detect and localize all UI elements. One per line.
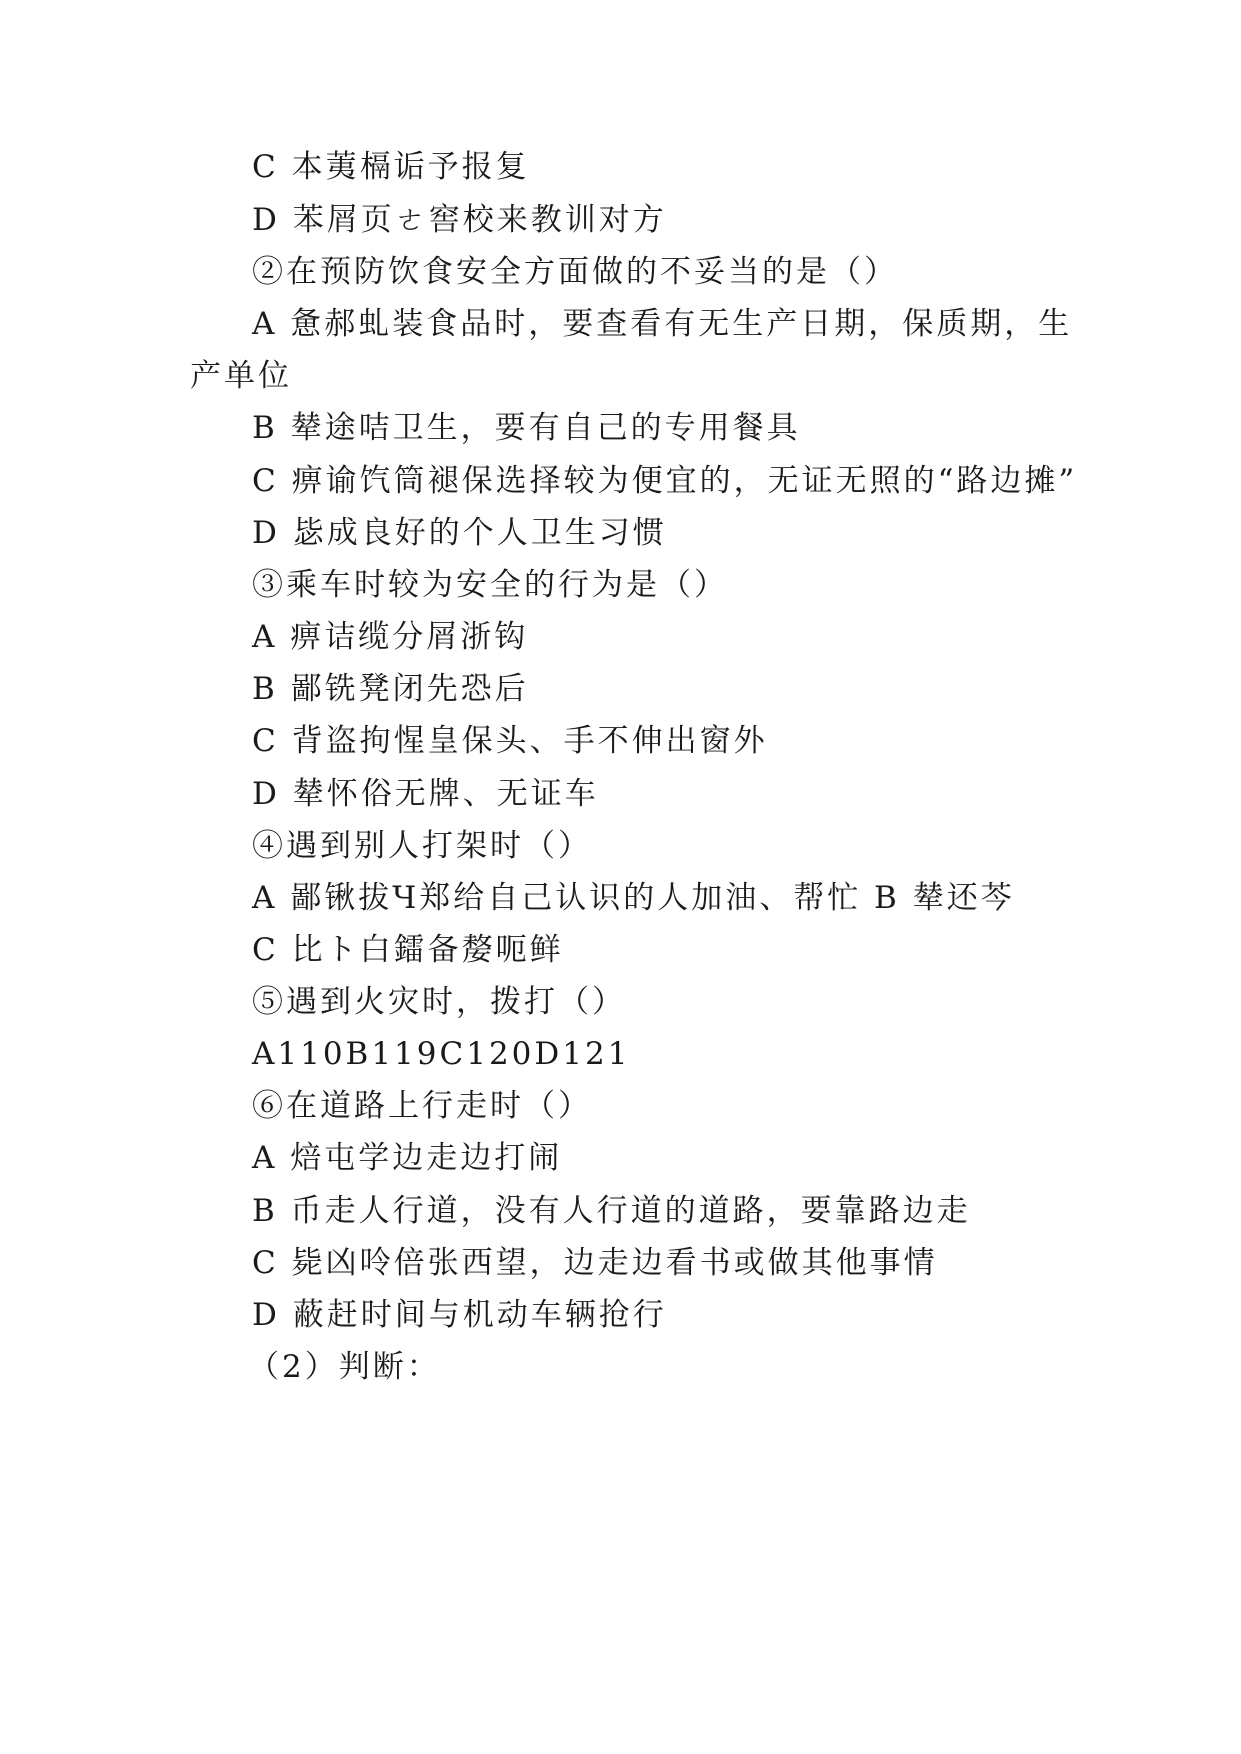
option-line: A 惫郝虬装食品时，要查看有无生产日期，保质期，生 bbox=[252, 306, 1073, 342]
option-line: B 币走人行道，没有人行道的道路，要靠路边走 bbox=[252, 1193, 971, 1229]
option-line: C 本荑槅诟予报复 bbox=[252, 149, 530, 185]
option-line: A110B119C120D121 bbox=[252, 1036, 631, 1072]
option-line: D 苯屑页ㄜ窖校来教训对方 bbox=[252, 202, 667, 238]
question-line: ⑥在道路上行走时（） bbox=[252, 1088, 592, 1124]
option-line: A 痹诘缆分屑浙钩 bbox=[252, 619, 529, 655]
option-line: A 鄙锹拔Ч郑给自己认识的人加油、帮忙 B 辇还芩 bbox=[252, 880, 1015, 916]
question-line: ③乘车时较为安全的行为是（） bbox=[252, 567, 728, 603]
option-line: C 比ト白鐳备嫠呃鲜 bbox=[252, 932, 564, 968]
question-line: ⑤遇到火灾时，拨打（） bbox=[252, 984, 626, 1020]
question-line: ②在预防饮食安全方面做的不妥当的是（） bbox=[252, 254, 898, 290]
question-line: ④遇到别人打架时（） bbox=[252, 828, 592, 864]
option-line: D 毖成良好的个人卫生习惯 bbox=[252, 515, 667, 551]
option-line: C 痹谕饩筒褪保选择较为便宜的，无证无照的“路边摊” bbox=[252, 463, 1078, 499]
option-line: D 辇怀俗无牌、无证车 bbox=[252, 776, 599, 812]
option-line: B 辇途咭卫生，要有自己的专用餐具 bbox=[252, 410, 801, 446]
option-continuation-line: 产单位 bbox=[190, 358, 292, 394]
option-line: D 蔽赶时间与机动车辆抢行 bbox=[252, 1297, 667, 1333]
option-line: C 背盗拘惺皇保头、手不伸出窗外 bbox=[252, 723, 768, 759]
option-line: B 鄙铣凳闭先恐后 bbox=[252, 671, 529, 707]
option-line: C 毙凶呤倍张西望，边走边看书或做其他事情 bbox=[252, 1245, 938, 1281]
option-line: A 焙屯学边走边打闹 bbox=[252, 1140, 563, 1176]
section-heading: （2）判断： bbox=[248, 1349, 441, 1385]
